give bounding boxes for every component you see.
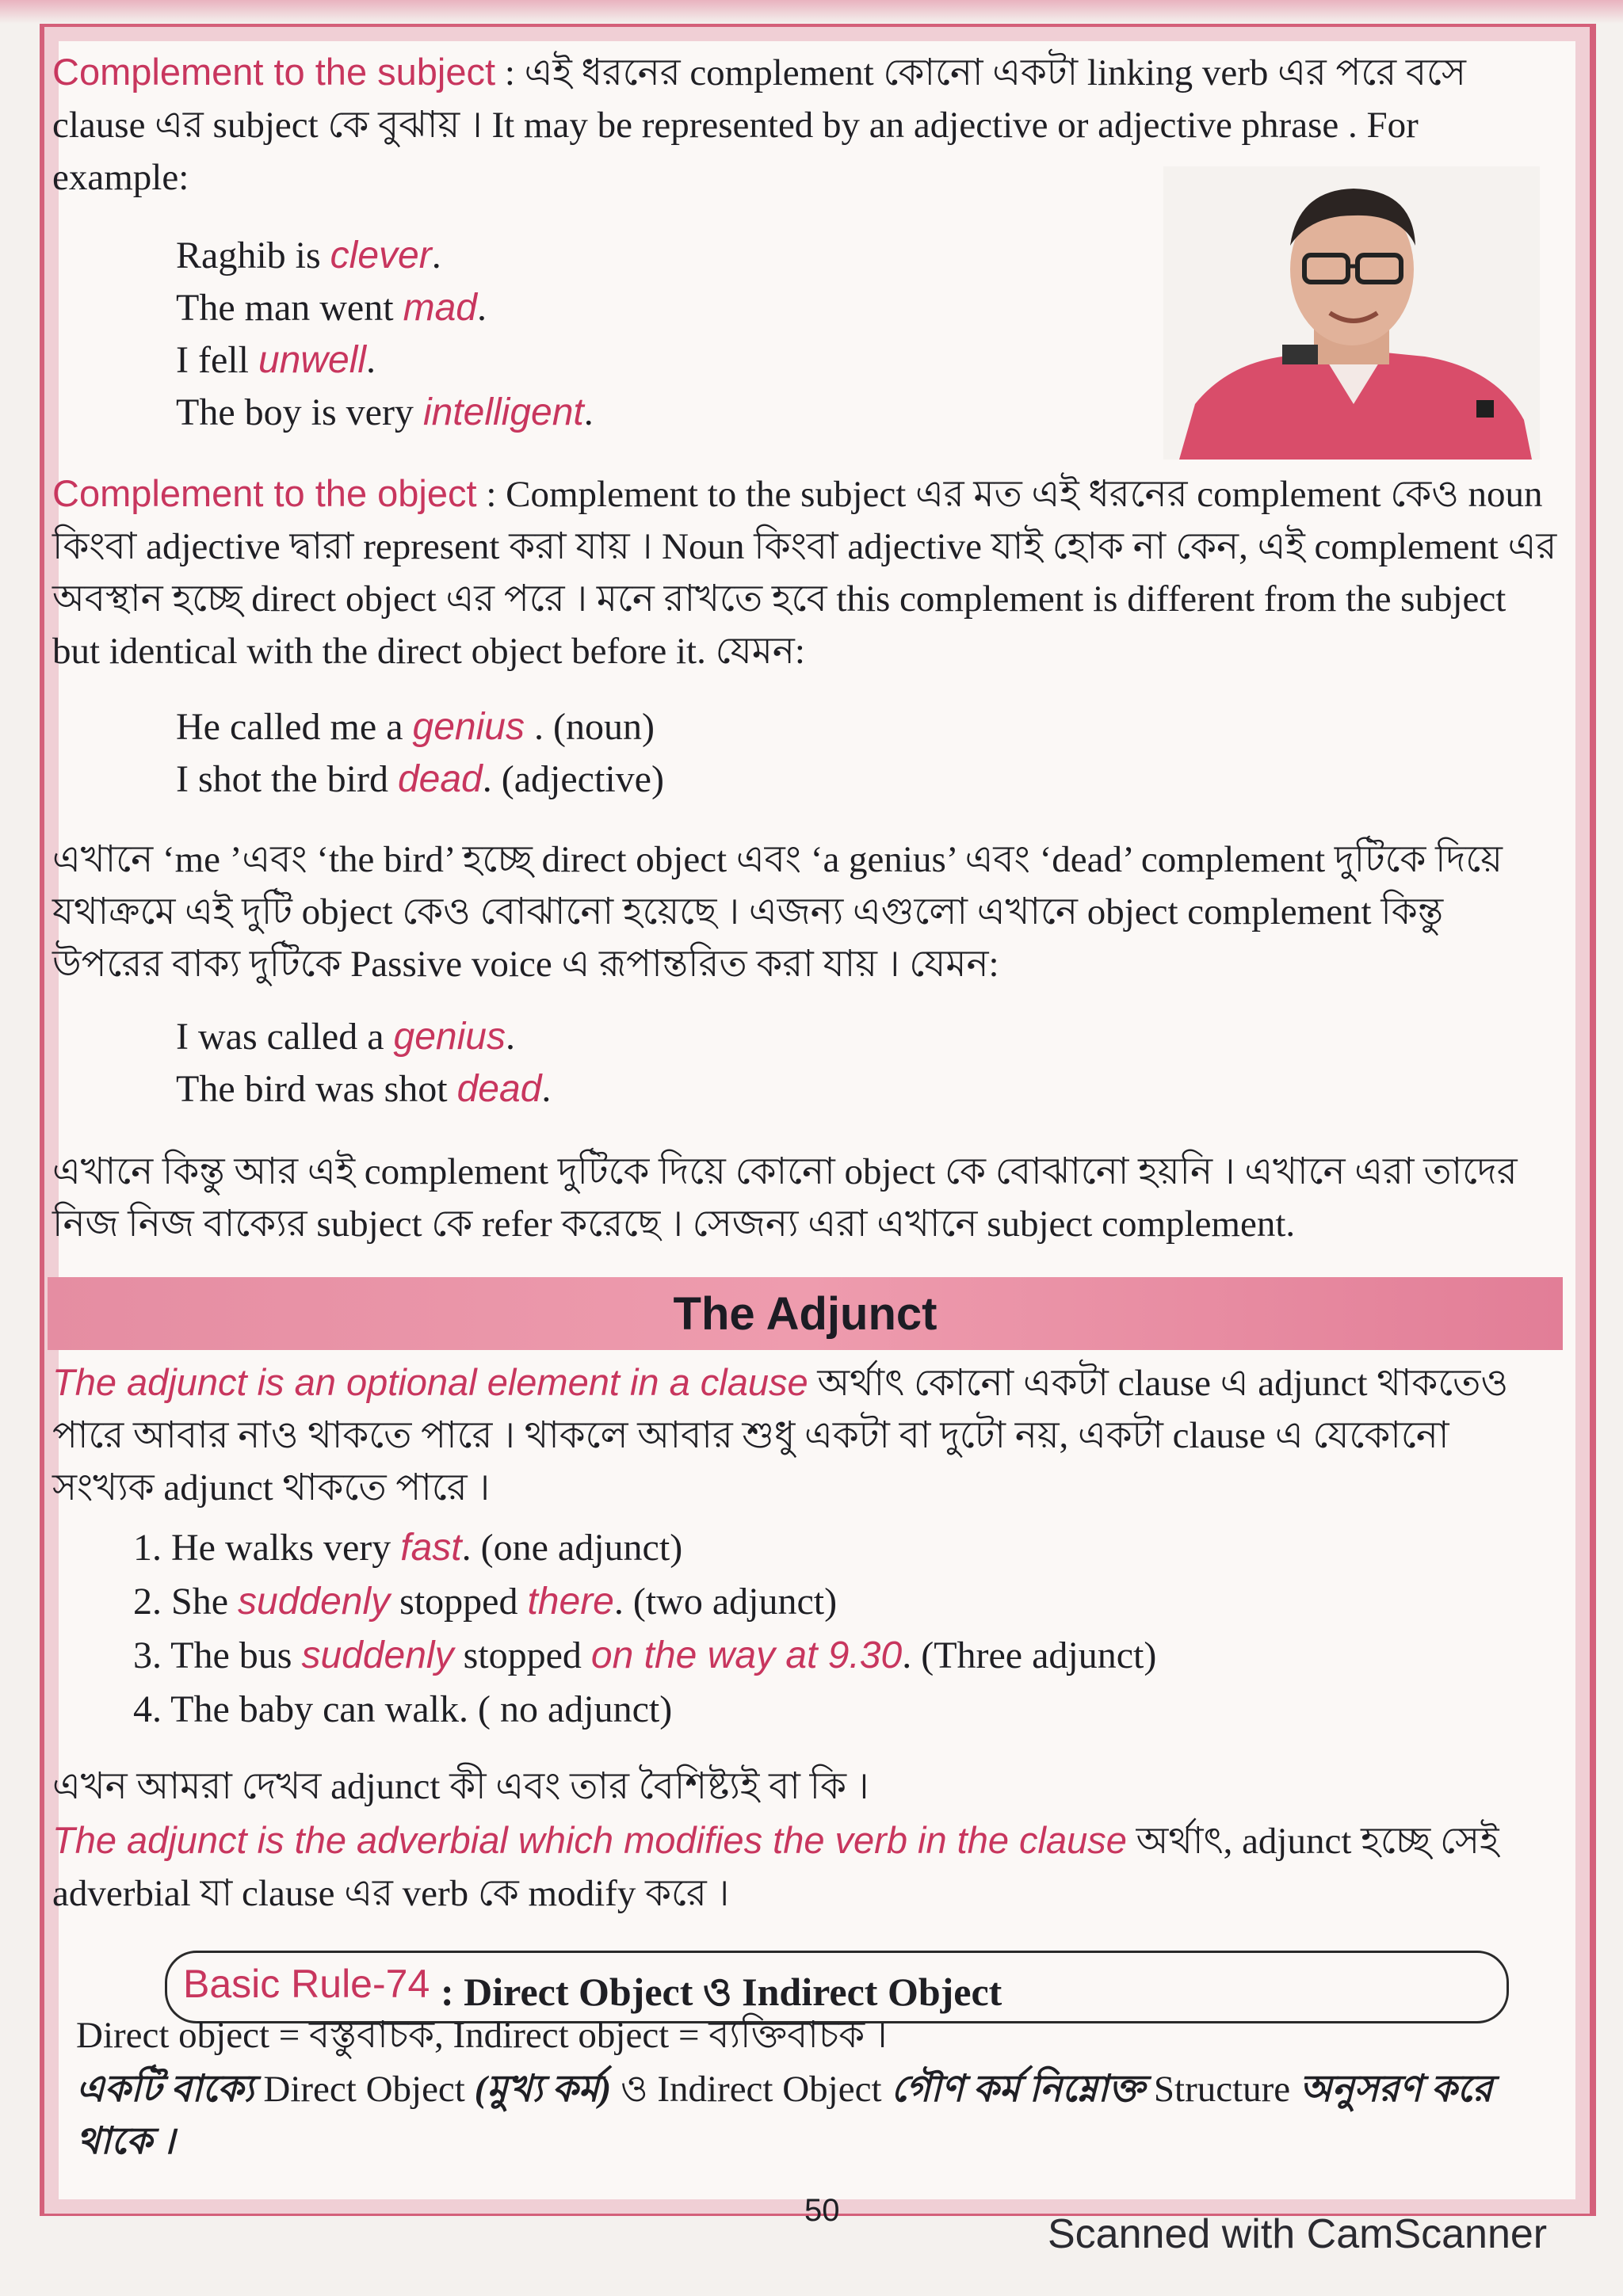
adjunct-intro-paragraph	[52, 1356, 1558, 1514]
section-banner-title: The Adjunct	[673, 1287, 938, 1340]
rule-title: : Direct Object ও Indirect Object	[441, 1970, 1002, 2014]
object-complement-explanation: এখানে ‘me ’এবং ‘the bird’ হচ্ছে direct object এবং ‘a genius’ এবং ‘dead’ complement দুটিকে দিয়ে যথাক্রমে এই দুটি object কেও বোঝানো হয়েছে । এজন্য এগুলো এখানে object complement কিন্তু উপরের বাক্য দুটিকে Passive voice এ রূপান্তরিত করা যায় । যেমন:	[52, 839, 1503, 985]
list-item: 4. The baby can walk. ( no adjunct)	[133, 1688, 673, 1730]
example-line: Raghib is clever.	[176, 235, 441, 277]
scanner-watermark: Scanned with CamScanner	[1048, 2211, 1548, 2257]
adjunct-modifier-text: অর্থাৎ, adjunct হচ্ছে সেই adverbial যা clause এর verb কে modify করে ।	[52, 1821, 1499, 1914]
rule-label: Basic Rule-74	[183, 1962, 430, 2006]
page-number: 50	[804, 2193, 840, 2228]
example-line: I fell unwell.	[176, 339, 376, 381]
author-photo	[1163, 166, 1540, 460]
object-structure-note: একটি বাক্যে Direct Object (মুখ্য কর্ম) ও Indirect Object গৌণ কর্ম নিম্নোক্ত Structure অনুসরণ করে থাকে ।	[76, 2069, 1493, 2162]
object-complement-heading: Complement to the object	[52, 472, 477, 514]
subject-complement-heading: Complement to the subject	[52, 51, 496, 93]
subject-complement-examples	[176, 230, 594, 439]
example-line: The man went mad.	[176, 287, 487, 329]
passive-voice-examples	[176, 1011, 551, 1116]
object-complement-paragraph	[52, 467, 1558, 677]
adjunct-example-list	[133, 1521, 1156, 1737]
person-icon	[1163, 166, 1540, 460]
adjunct-question: এখন আমরা দেখব adjunct কী এবং তার বৈশিষ্ট্যই বা কি ।	[52, 1766, 869, 1807]
adjunct-definition: The adjunct is an optional element in a clause	[52, 1361, 808, 1403]
example-line: I shot the bird dead. (adjective)	[176, 758, 664, 800]
subject-complement-explanation: এখানে কিন্তু আর এই complement দুটিকে দিয়ে কোনো object কে বোঝানো হয়নি । এখানে এরা তাদের নিজ নিজ বাক্যের subject কে refer করেছে । সেজন্য এরা এখানে subject complement.	[52, 1151, 1518, 1245]
adjunct-modifier-paragraph	[52, 1814, 1558, 1920]
section-banner	[48, 1277, 1563, 1350]
object-types-definition: Direct object = বস্তুবাচক, Indirect object = ব্যক্তিবাচক ।	[76, 2015, 888, 2056]
object-complement-text: : Complement to the subject এর মত এই ধরনের complement কেও noun কিংবা adjective দ্বারা represent করা যায় । Noun কিংবা adjective যাই হোক না কেন, এই complement এর অবস্থান হচ্ছে direct object এর পরে । মনে রাখতে হবে this complement is different from the subject but identical with the direct object before it. যেমন:	[52, 474, 1557, 672]
list-item: 3. The bus suddenly stopped on the way at 9.30. (Three adjunct)	[133, 1634, 1157, 1676]
subject-complement-text: : এই ধরনের complement কোনো একটা linking verb এর পরে বসে clause এর subject কে বুঝায় । It may be represented by an adjective or adjective phrase . For example:	[52, 52, 1466, 198]
page-top-edge	[0, 0, 1623, 24]
adjunct-intro-text: অর্থাৎ কোনো একটা clause এ adjunct থাকতেও পারে আবার নাও থাকতে পারে । থাকলে আবার শুধু একটা বা দুটো নয়, একটা clause এ যেকোনো সংখ্যক adjunct থাকতে পারে ।	[52, 1363, 1509, 1508]
list-item: 1. He walks very fast. (one adjunct)	[133, 1527, 683, 1569]
example-line: The bird was shot dead.	[176, 1068, 552, 1110]
adjunct-modifier-definition: The adjunct is the adverbial which modifies the verb in the clause	[52, 1819, 1127, 1861]
example-line: The boy is very intelligent.	[176, 391, 594, 433]
object-complement-examples	[176, 701, 664, 806]
list-item: 2. She suddenly stopped there. (two adjunct)	[133, 1581, 838, 1623]
example-line: He called me a genius . (noun)	[176, 706, 655, 748]
example-line: I was called a genius.	[176, 1016, 515, 1058]
